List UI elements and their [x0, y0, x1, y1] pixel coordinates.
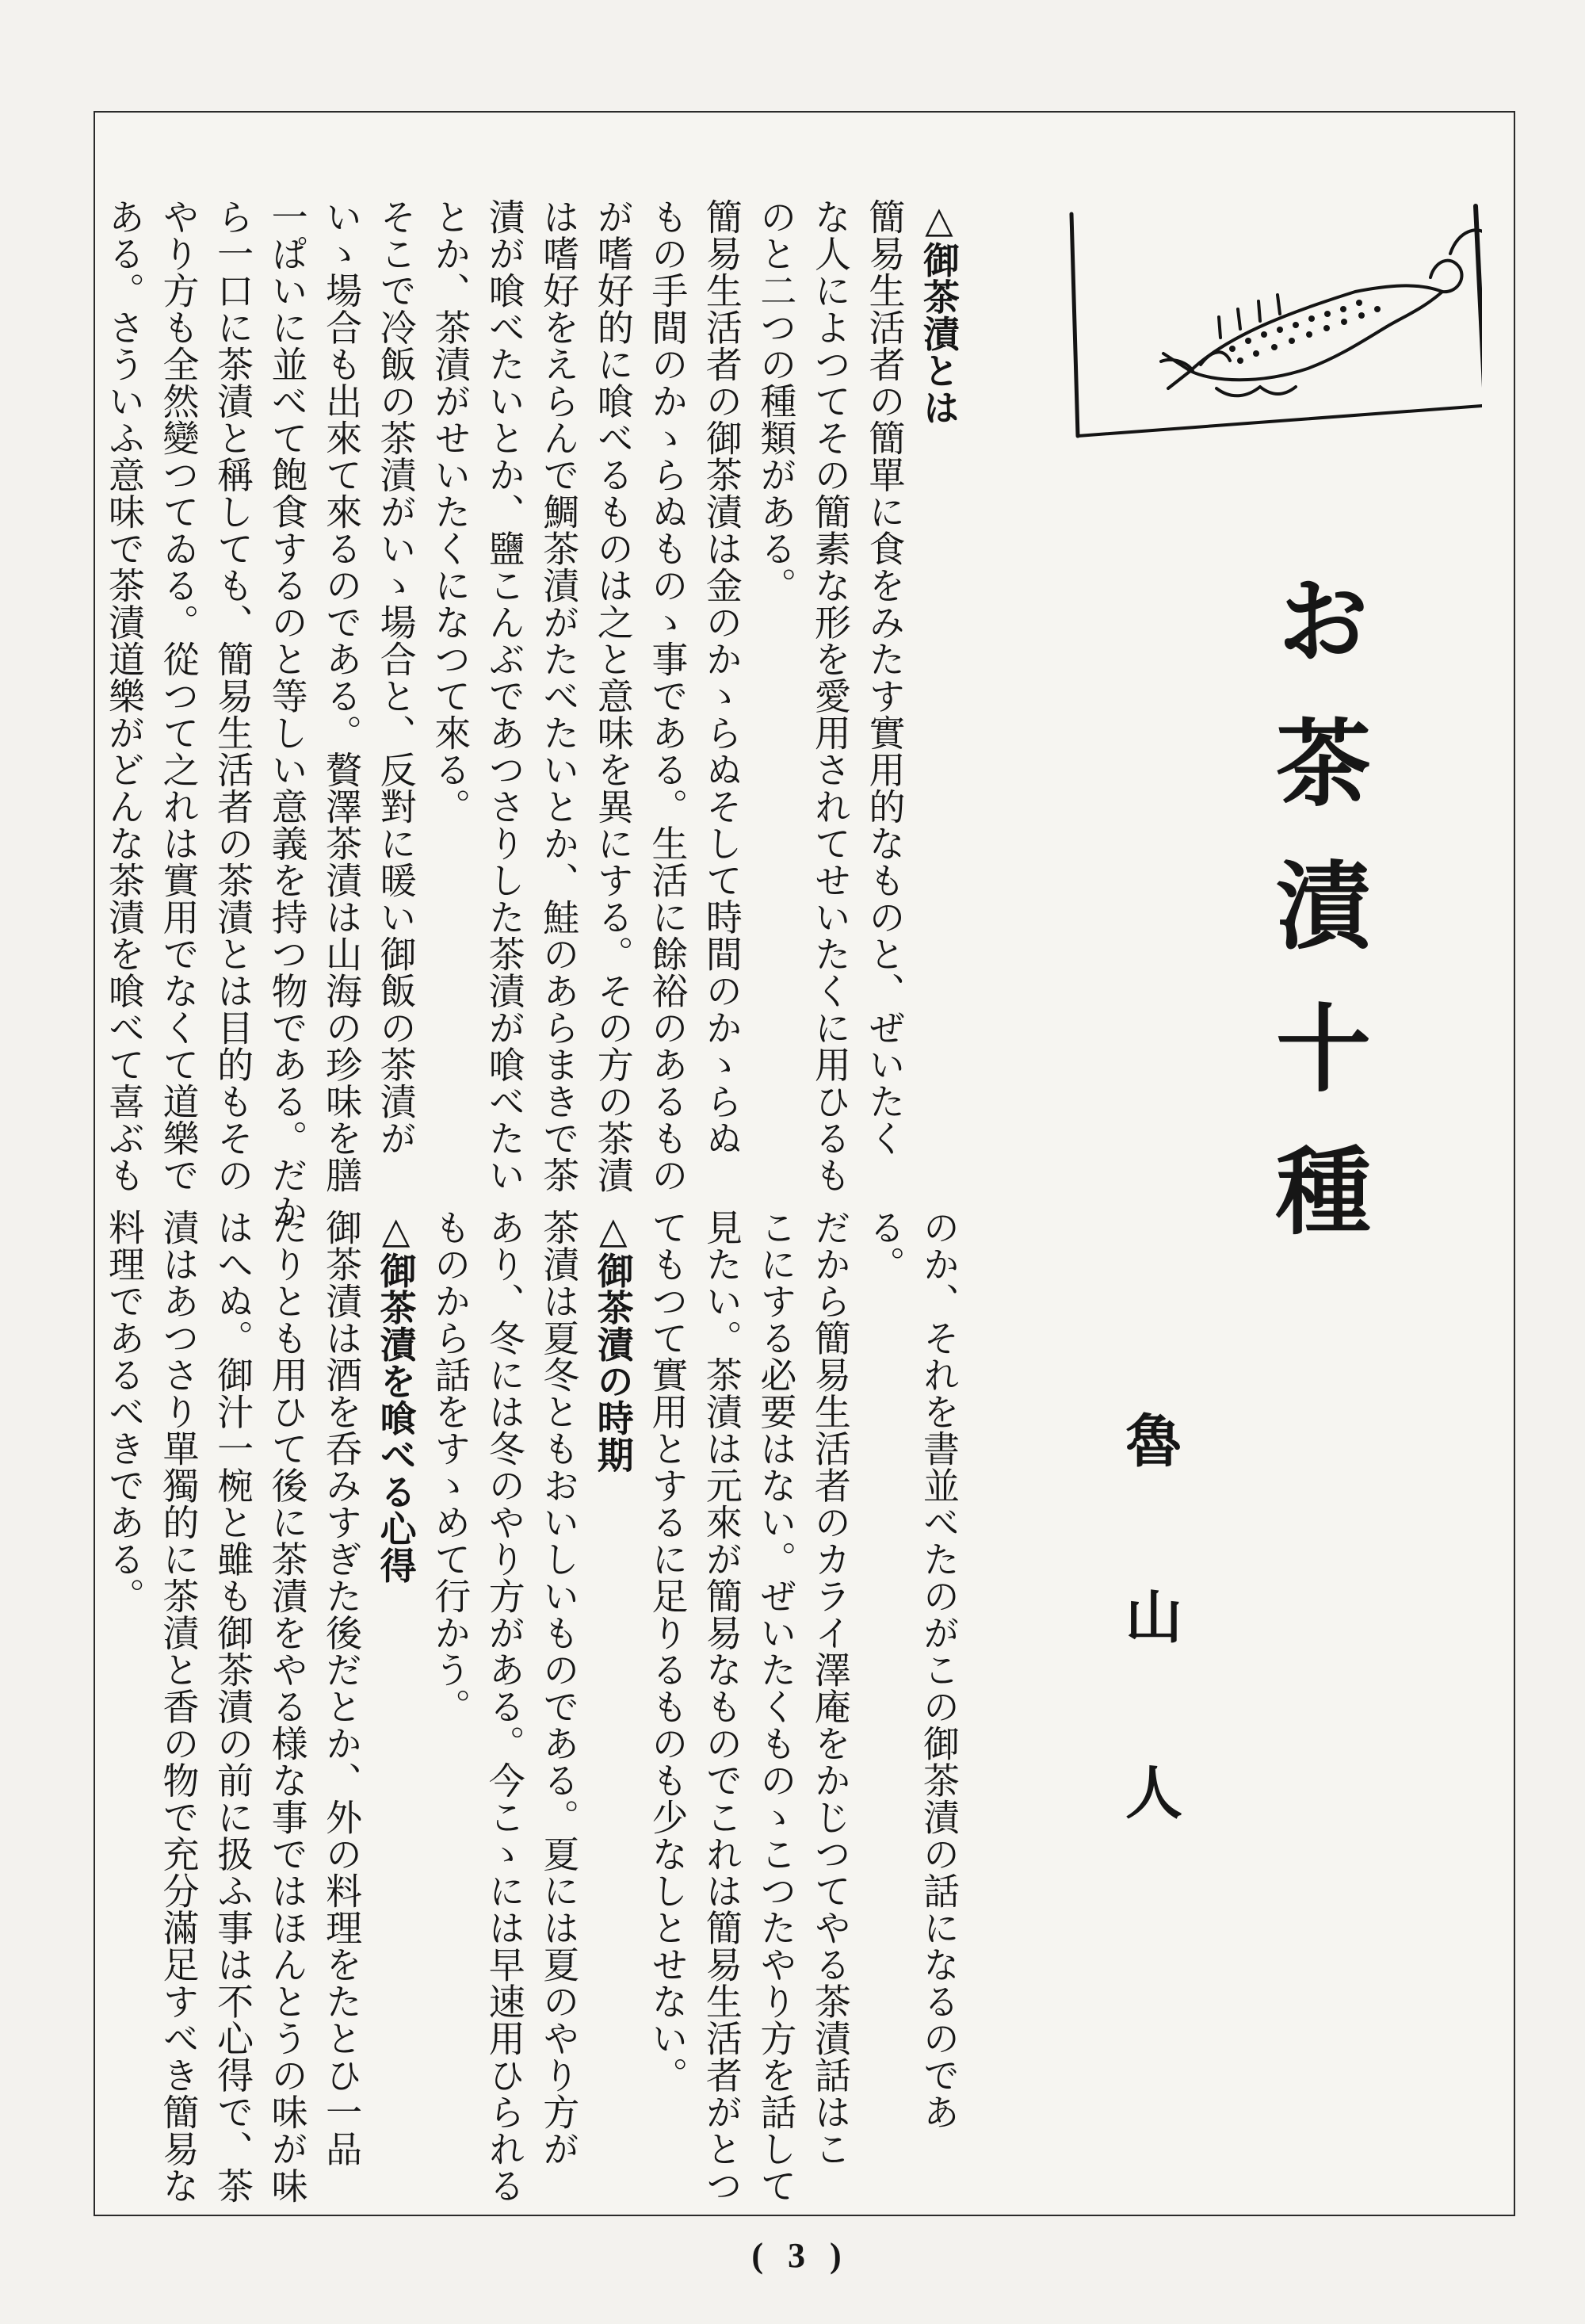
lower-column-15: 漬はあつさり單獨的に茶漬と香の物で充分滿足すべき簡易な — [157, 1209, 201, 2204]
upper-column-13: 一ぱいに並べて飽食するのと等しい意義を持つ物である。だか — [265, 198, 309, 1230]
upper-column-6: もの手間のかゝらぬものゝ事である。生活に餘裕のあるもの — [646, 198, 689, 1194]
upper-column-3: な人によつてその簡素な形を愛用されてせいたくに用ひるも — [808, 198, 852, 1194]
upper-column-4: のと二つの種類がある。 — [754, 198, 798, 604]
lower-column-6: てもつて實用とするに足りるものも少なしとせない。 — [646, 1209, 689, 2093]
lower-column-12: 御茶漬は酒を呑みすぎた後だとか、外の料理をたとひ一品 — [320, 1209, 364, 2167]
upper-column-15: やり方も全然變つてゐる。從つて之れは實用でなくて道樂で — [157, 198, 201, 1194]
fish-sketch-illustration — [1022, 198, 1482, 460]
lower-column-16: 料理であるべきである。 — [103, 1209, 146, 1615]
upper-column-12: いゝ場合も出來て來るのである。贅澤茶漬は山海の珍味を膳 — [320, 198, 364, 1194]
lower-column-8: 茶漬は夏冬ともおいしいものである。夏には夏のやり方が — [537, 1209, 581, 2167]
lower-column-13: たりとも用ひて後に茶漬をやる様な事ではほんとうの味が味 — [265, 1209, 309, 2204]
lower-column-14: はへぬ。御汁一椀と雖も御茶漬の前に扱ふ事は不心得で、茶 — [212, 1209, 255, 2204]
upper-column-16: ある。さういふ意味で茶漬道樂がどんな茶漬を喰べて喜ぶも — [103, 198, 146, 1194]
page-number: ( 3 ) — [751, 2236, 850, 2275]
lower-column-2: る。 — [863, 1209, 907, 1282]
upper-column-8: は嗜好をえらんで鯛茶漬がたべたいとか、鮭のあらまきで茶 — [537, 198, 581, 1194]
upper-column-10: とか、茶漬がせいたくになつて來る。 — [429, 198, 472, 825]
upper-column-5: 簡易生活者の御茶漬は金のかゝらぬそして時間のかゝらぬ — [700, 198, 743, 1156]
author-name: 魯山人 — [1116, 1411, 1183, 1939]
upper-column-14: ら一口に茶漬と稱しても、簡易生活者の茶漬とは目的もその — [212, 198, 255, 1194]
lower-column-7: △御茶漬の時期 — [591, 1209, 635, 1474]
upper-column-9: 漬が喰べたいとか、鹽こんぶであつさりした茶漬が喰べたい — [483, 198, 526, 1194]
lower-column-5: 見たい。茶漬は元來が簡易なものでこれは簡易生活者がとつ — [700, 1209, 743, 2204]
upper-column-2: 簡易生活者の簡單に食をみたす實用的なものと、ぜいたく — [863, 198, 907, 1156]
lower-column-4: こにする必要はない。ぜいたくものゝこつたやり方を話して — [754, 1209, 798, 2204]
lower-column-11: △御茶漬を喰べる心得 — [374, 1209, 418, 1584]
lower-column-9: あり、冬には冬のやり方がある。今こゝには早速用ひられる — [483, 1209, 526, 2204]
lower-column-1: のか、それを書並べたのがこの御茶漬の話になるのであ — [918, 1209, 961, 2131]
article-title: お茶漬十種 — [1260, 571, 1372, 1284]
lower-column-3: だから簡易生活者のカライ澤庵をかじつてやる茶漬話はこ — [808, 1209, 852, 2167]
upper-column-11: そこで冷飯の茶漬がいゝ場合と、反對に暖い御飯の茶漬が — [374, 198, 418, 1156]
upper-column-1: △御茶漬とは — [918, 198, 961, 426]
lower-column-10: ものから話をすゝめて行かう。 — [429, 1209, 472, 1725]
upper-column-7: が嗜好的に喰べるものは之と意味を異にする。その方の茶漬 — [591, 198, 635, 1194]
